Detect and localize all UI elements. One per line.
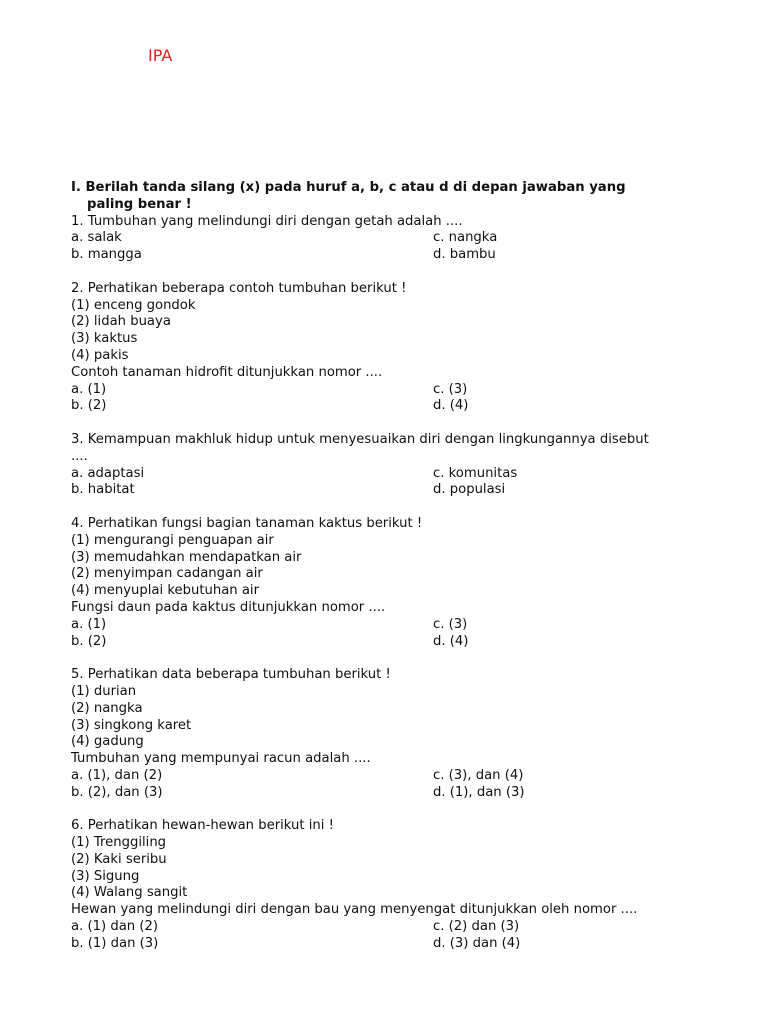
option-b[interactable]: b. habitat <box>71 482 135 498</box>
option-b[interactable]: b. mangga <box>71 247 142 263</box>
question-stem: 5. Perhatikan data beberapa tumbuhan berikut ! <box>71 667 391 683</box>
list-item: (3) singkong karet <box>71 717 192 733</box>
list-item: (3) memudahkan mendapatkan air <box>71 549 302 565</box>
list-item: (4) menyuplai kebutuhan air <box>71 583 260 599</box>
option-row <box>71 617 691 634</box>
worksheet-body <box>71 180 691 953</box>
instruction-text <box>71 180 691 214</box>
list-item: (1) durian <box>71 683 137 699</box>
option-a[interactable]: a. (1) <box>71 616 107 632</box>
list-item: (2) nangka <box>71 700 143 716</box>
option-c[interactable]: c. (3), dan (4) <box>433 767 524 783</box>
option-d[interactable]: d. populasi <box>433 482 506 498</box>
list-item: (2) Kaki seribu <box>71 851 167 867</box>
list-item: (2) lidah buaya <box>71 314 171 330</box>
question-5 <box>71 667 691 801</box>
option-c[interactable]: c. komunitas <box>433 465 518 481</box>
option-row <box>71 398 691 415</box>
subject-title: IPA <box>148 46 173 65</box>
option-c[interactable]: c. (3) <box>433 616 468 632</box>
option-d[interactable]: d. (4) <box>433 633 469 649</box>
option-b[interactable]: b. (2) <box>71 398 107 414</box>
question-stem: 4. Perhatikan fungsi bagian tanaman kaktus berikut ! <box>71 515 423 531</box>
option-row <box>71 482 691 499</box>
option-row <box>71 247 691 264</box>
question-stem: 2. Perhatikan beberapa contoh tumbuhan berikut ! <box>71 280 407 296</box>
option-d[interactable]: d. (3) dan (4) <box>433 935 521 951</box>
option-a[interactable]: a. (1) dan (2) <box>71 919 159 935</box>
option-row <box>71 230 691 247</box>
option-a[interactable]: a. salak <box>71 230 122 246</box>
option-row <box>71 768 691 785</box>
option-row <box>71 919 691 936</box>
question-stem: 3. Kemampuan makhluk hidup untuk menyesuaikan diri dengan lingkungannya disebut <box>71 431 649 447</box>
list-item: (2) menyimpan cadangan air <box>71 566 263 582</box>
option-row <box>71 936 691 953</box>
option-row <box>71 634 691 651</box>
list-item: (1) Trenggiling <box>71 835 167 851</box>
question-2 <box>71 281 691 415</box>
option-d[interactable]: d. bambu <box>433 247 496 263</box>
list-item: (1) enceng gondok <box>71 297 196 313</box>
question-stem: 1. Tumbuhan yang melindungi diri dengan getah adalah .... <box>71 213 463 229</box>
option-a[interactable]: a. adaptasi <box>71 465 145 481</box>
list-item: (4) gadung <box>71 734 144 750</box>
question-prompt: Tumbuhan yang mempunyai racun adalah .... <box>71 751 371 767</box>
list-item: (1) mengurangi penguapan air <box>71 532 274 548</box>
list-item: (3) Sigung <box>71 868 140 884</box>
option-d[interactable]: d. (1), dan (3) <box>433 784 525 800</box>
list-item: (4) pakis <box>71 347 129 363</box>
question-4 <box>71 516 691 650</box>
option-row <box>71 785 691 802</box>
question-prompt: Fungsi daun pada kaktus ditunjukkan nomor .... <box>71 599 386 615</box>
option-row <box>71 466 691 483</box>
question-prompt: Hewan yang melindungi diri dengan bau yang menyengat ditunjukkan oleh nomor .... <box>71 902 638 918</box>
question-prompt: Contoh tanaman hidrofit ditunjukkan nomor .... <box>71 364 383 380</box>
instruction-line-2: paling benar ! <box>87 196 192 212</box>
option-row <box>71 382 691 399</box>
option-b[interactable]: b. (2), dan (3) <box>71 784 163 800</box>
question-3 <box>71 432 691 499</box>
question-stem: 6. Perhatikan hewan-hewan berikut ini ! <box>71 818 334 834</box>
option-b[interactable]: b. (2) <box>71 633 107 649</box>
instruction-line-1: I. Berilah tanda silang (x) pada huruf a, b, c atau d di depan jawaban yang <box>71 180 626 195</box>
option-d[interactable]: d. (4) <box>433 398 469 414</box>
option-c[interactable]: c. (2) dan (3) <box>433 919 520 935</box>
question-stem-continuation: .... <box>71 448 88 464</box>
question-6 <box>71 818 691 952</box>
list-item: (3) kaktus <box>71 331 138 347</box>
option-c[interactable]: c. nangka <box>433 230 498 246</box>
option-a[interactable]: a. (1) <box>71 381 107 397</box>
list-item: (4) Walang sangit <box>71 885 188 901</box>
option-b[interactable]: b. (1) dan (3) <box>71 935 159 951</box>
option-c[interactable]: c. (3) <box>433 381 468 397</box>
option-a[interactable]: a. (1), dan (2) <box>71 767 163 783</box>
question-1 <box>71 214 691 264</box>
